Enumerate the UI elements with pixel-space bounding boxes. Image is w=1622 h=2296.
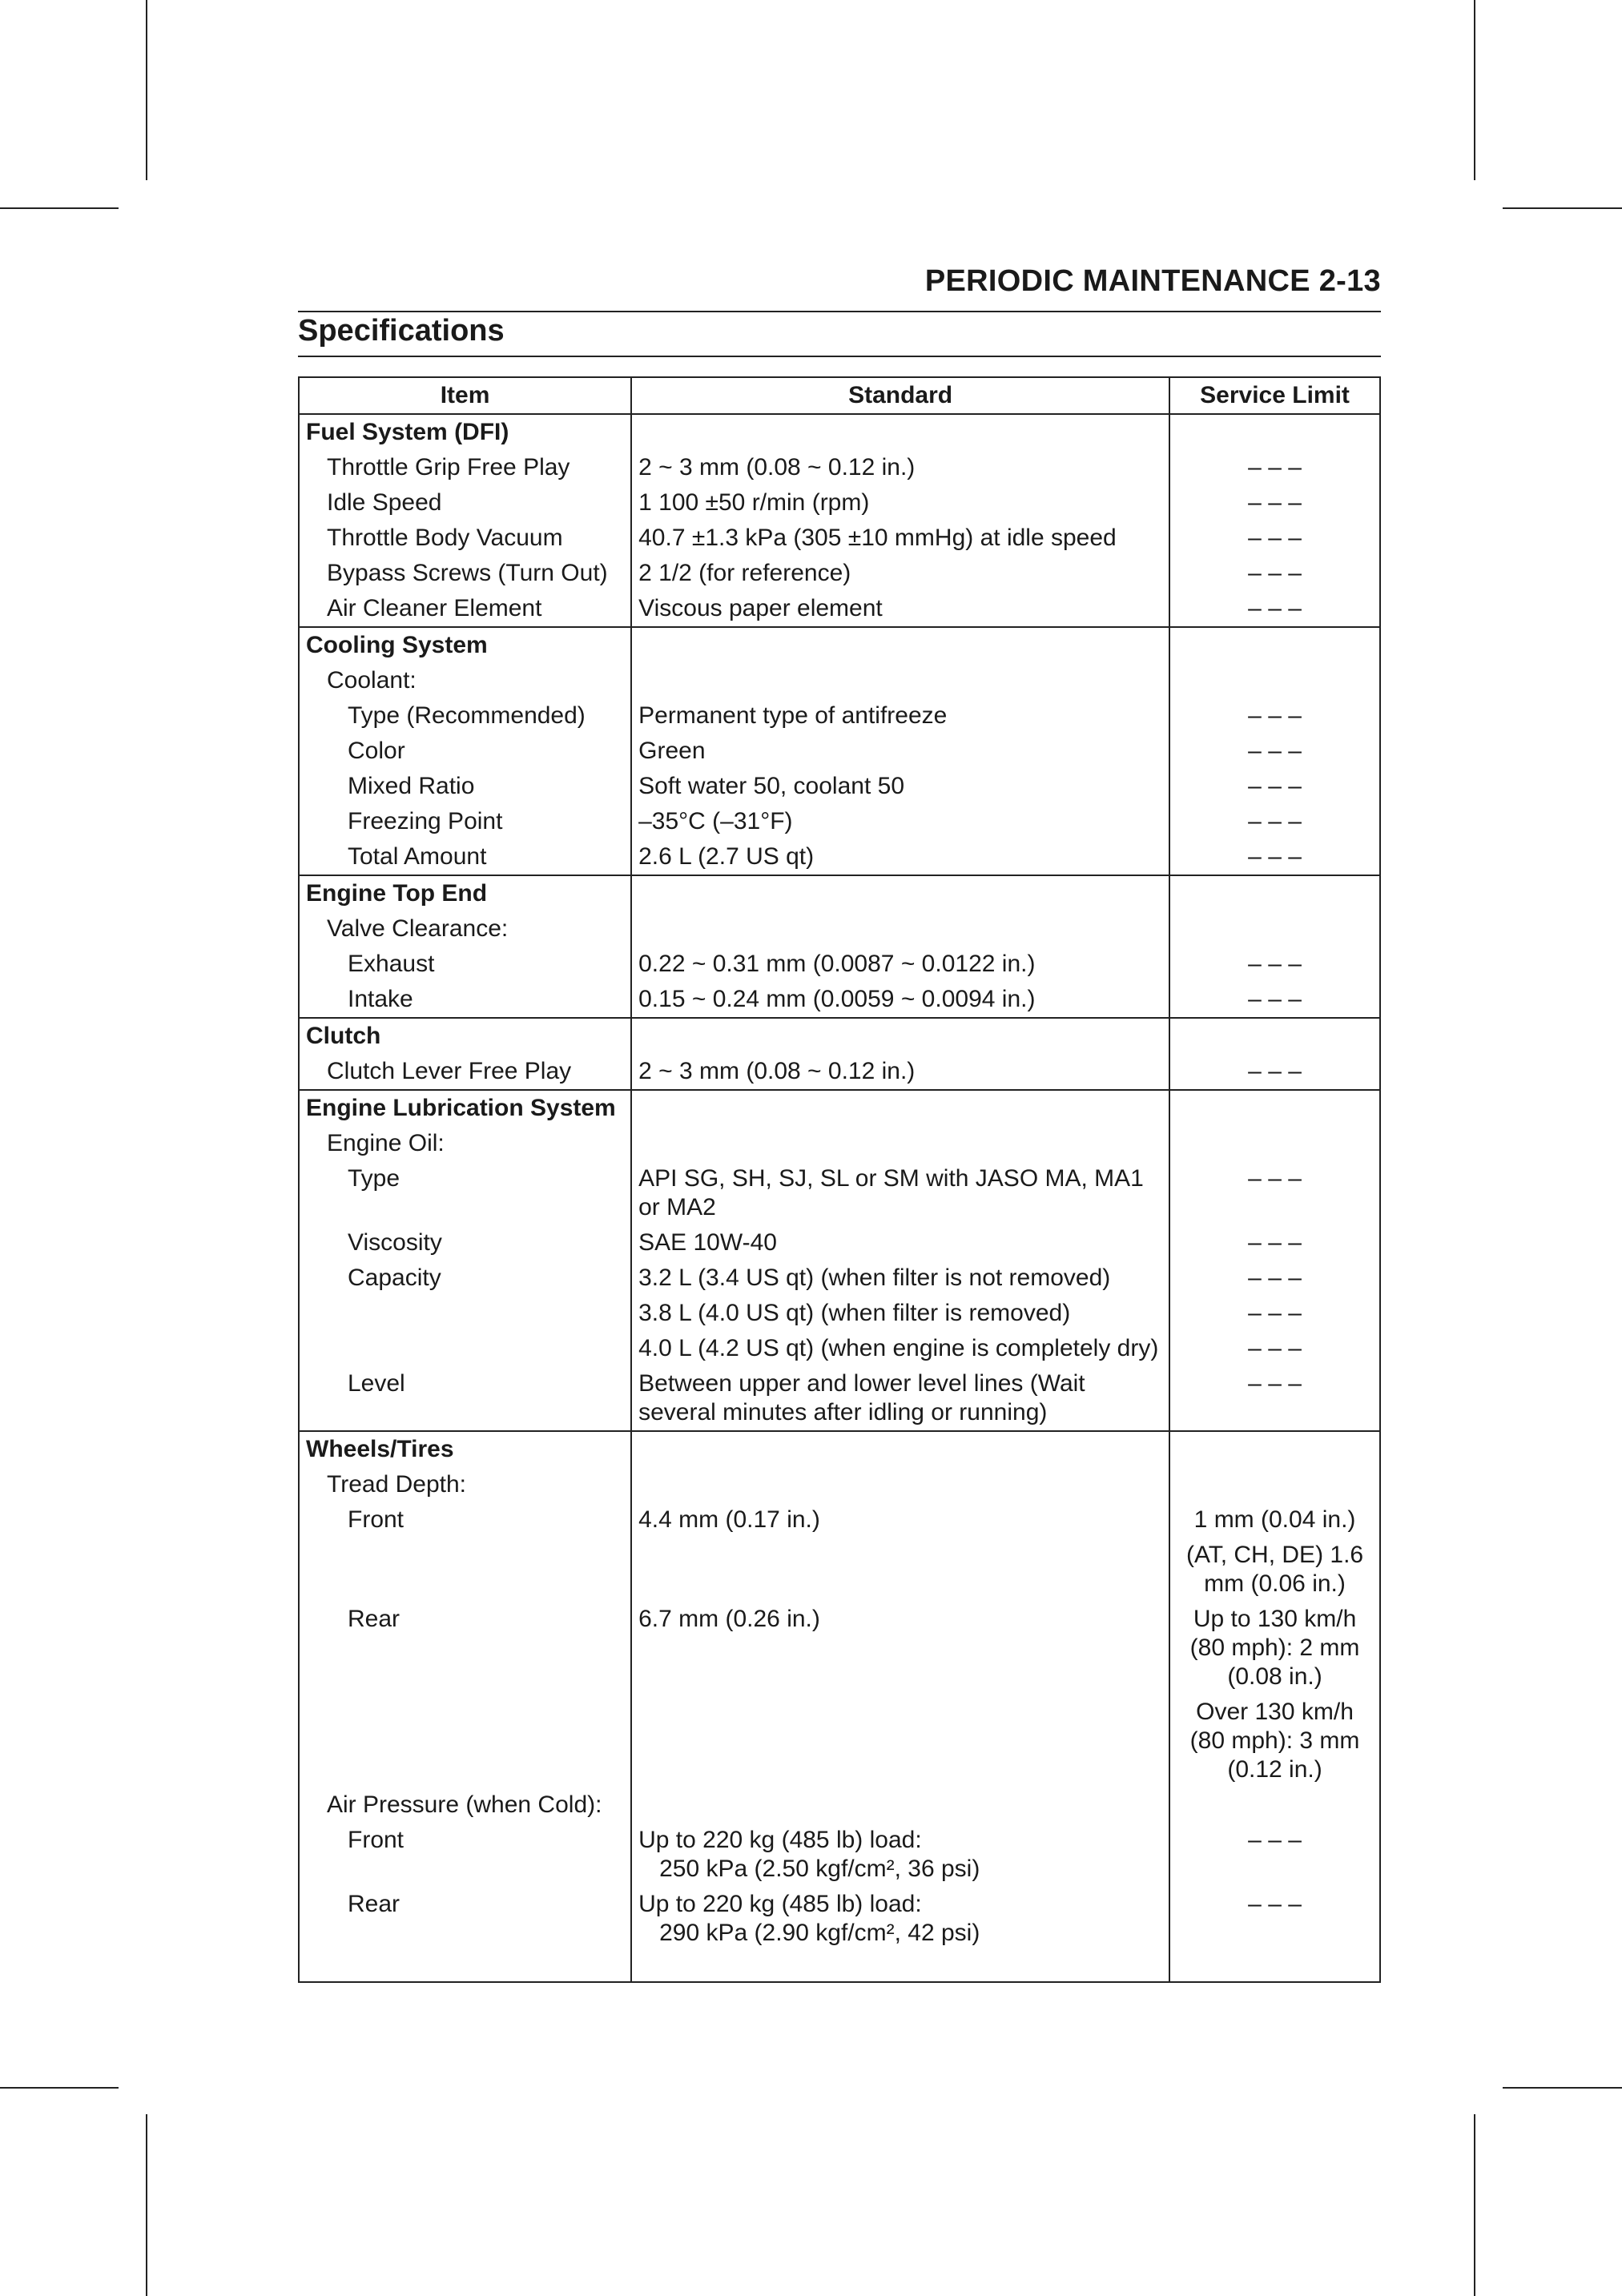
- item-cell: Idle Speed: [299, 485, 631, 521]
- limit-cell: – – –: [1169, 1331, 1380, 1366]
- standard-cell: 4.4 mm (0.17 in.): [631, 1502, 1169, 1538]
- item-cell: Front: [299, 1502, 631, 1538]
- table-row: [299, 1602, 1380, 1695]
- limit-cell: – – –: [1169, 734, 1380, 769]
- table-row: [299, 591, 1380, 627]
- item-cell: Rear: [299, 1887, 631, 1951]
- standard-line: 250 kPa (2.50 kgf/cm², 36 psi): [659, 1856, 980, 1882]
- item-cell: Throttle Body Vacuum: [299, 521, 631, 556]
- limit-cell: – – –: [1169, 556, 1380, 591]
- item-cell: Total Amount: [299, 839, 631, 875]
- standard-cell: 3.8 L (4.0 US qt) (when filter is removed): [631, 1296, 1169, 1331]
- group-title: Engine Top End: [299, 875, 631, 911]
- standard-cell: [631, 1538, 1169, 1602]
- standard-cell: SAE 10W-40: [631, 1225, 1169, 1261]
- standard-cell: [631, 1695, 1169, 1787]
- limit-cell: – – –: [1169, 1296, 1380, 1331]
- table-row: [299, 982, 1380, 1018]
- table-row: [299, 1331, 1380, 1366]
- specifications-table: [298, 376, 1381, 1983]
- item-cell: Front: [299, 1823, 631, 1887]
- item-cell: Intake: [299, 982, 631, 1018]
- group-engine-top-end: [299, 875, 1380, 1018]
- table-row: [299, 556, 1380, 591]
- item-cell: Clutch Lever Free Play: [299, 1054, 631, 1090]
- table-row: [299, 521, 1380, 556]
- group-title: Fuel System (DFI): [299, 414, 631, 450]
- group-subtitle: Tread Depth:: [299, 1467, 631, 1502]
- column-header-service-limit: Service Limit: [1169, 377, 1380, 414]
- limit-cell: – – –: [1169, 1261, 1380, 1296]
- limit-cell: – – –: [1169, 1054, 1380, 1090]
- limit-cell: – – –: [1169, 982, 1380, 1018]
- crop-mark: [1474, 0, 1475, 180]
- limit-cell: – – –: [1169, 947, 1380, 982]
- item-cell: Bypass Screws (Turn Out): [299, 556, 631, 591]
- table-row: [299, 698, 1380, 734]
- table-row: [299, 804, 1380, 839]
- page-header: PERIODIC MAINTENANCE 2-13: [924, 264, 1381, 298]
- item-cell: Throttle Grip Free Play: [299, 450, 631, 485]
- limit-cell: – – –: [1169, 450, 1380, 485]
- limit-cell: – – –: [1169, 1887, 1380, 1951]
- group-subtitle: Valve Clearance:: [299, 911, 631, 947]
- table-row: [299, 734, 1380, 769]
- item-cell: Exhaust: [299, 947, 631, 982]
- table-row: [299, 839, 1380, 875]
- item-cell: [299, 1538, 631, 1602]
- table-row: [299, 1823, 1380, 1887]
- group-wheels-tires: [299, 1431, 1380, 1982]
- standard-cell: 2.6 L (2.7 US qt): [631, 839, 1169, 875]
- item-cell: [299, 1695, 631, 1787]
- table-row: [299, 485, 1380, 521]
- standard-cell: 4.0 L (4.2 US qt) (when engine is completely dry): [631, 1331, 1169, 1366]
- limit-cell: – – –: [1169, 1161, 1380, 1225]
- standard-cell: Between upper and lower level lines (Wait several minutes after idling or running): [631, 1366, 1169, 1431]
- section-rule: [298, 356, 1381, 357]
- column-header-item: Item: [299, 377, 631, 414]
- limit-cell: – – –: [1169, 1225, 1380, 1261]
- group-subtitle: Engine Oil:: [299, 1126, 631, 1161]
- group-cooling-system: [299, 627, 1380, 875]
- limit-cell: – – –: [1169, 1823, 1380, 1887]
- limit-cell: – – –: [1169, 698, 1380, 734]
- standard-cell: [631, 1887, 1169, 1951]
- group-title: Engine Lubrication System: [299, 1090, 631, 1126]
- table-row: [299, 1054, 1380, 1090]
- item-cell: Air Cleaner Element: [299, 591, 631, 627]
- table-row: [299, 1502, 1380, 1538]
- standard-cell: Green: [631, 734, 1169, 769]
- group-fuel-system: [299, 414, 1380, 627]
- item-cell: Type: [299, 1161, 631, 1225]
- item-cell: Mixed Ratio: [299, 769, 631, 804]
- item-cell: Freezing Point: [299, 804, 631, 839]
- standard-line: Up to 220 kg (485 lb) load:: [638, 1827, 922, 1853]
- standard-cell: 6.7 mm (0.26 in.): [631, 1602, 1169, 1695]
- item-cell: Type (Recommended): [299, 698, 631, 734]
- item-cell: Rear: [299, 1602, 631, 1695]
- limit-cell: – – –: [1169, 591, 1380, 627]
- standard-cell: 40.7 ±1.3 kPa (305 ±10 mmHg) at idle speed: [631, 521, 1169, 556]
- standard-cell: 3.2 L (3.4 US qt) (when filter is not removed): [631, 1261, 1169, 1296]
- item-cell: [299, 1331, 631, 1366]
- group-engine-lubrication: [299, 1090, 1380, 1431]
- standard-cell: 2 1/2 (for reference): [631, 556, 1169, 591]
- standard-cell: Soft water 50, coolant 50: [631, 769, 1169, 804]
- crop-mark: [1474, 2114, 1475, 2296]
- standard-cell: 2 ~ 3 mm (0.08 ~ 0.12 in.): [631, 450, 1169, 485]
- limit-cell: Up to 130 km/h (80 mph): 2 mm (0.08 in.): [1169, 1602, 1380, 1695]
- crop-mark: [146, 0, 147, 180]
- table-row: [299, 450, 1380, 485]
- limit-cell: – – –: [1169, 839, 1380, 875]
- limit-cell: – – –: [1169, 485, 1380, 521]
- table-row: [299, 1538, 1380, 1602]
- limit-cell: – – –: [1169, 804, 1380, 839]
- table-row: [299, 1296, 1380, 1331]
- section-title: Specifications: [298, 314, 505, 348]
- standard-cell: [631, 1823, 1169, 1887]
- column-header-standard: Standard: [631, 377, 1169, 414]
- group-title: Clutch: [299, 1018, 631, 1054]
- limit-cell: Over 130 km/h (80 mph): 3 mm (0.12 in.): [1169, 1695, 1380, 1787]
- standard-cell: 0.22 ~ 0.31 mm (0.0087 ~ 0.0122 in.): [631, 947, 1169, 982]
- limit-cell: – – –: [1169, 1366, 1380, 1431]
- item-cell: Capacity: [299, 1261, 631, 1296]
- limit-cell: – – –: [1169, 521, 1380, 556]
- table-row: [299, 769, 1380, 804]
- standard-cell: API SG, SH, SJ, SL or SM with JASO MA, MA1 or MA2: [631, 1161, 1169, 1225]
- standard-line: 290 kPa (2.90 kgf/cm², 42 psi): [659, 1920, 980, 1946]
- limit-cell: 1 mm (0.04 in.): [1169, 1502, 1380, 1538]
- group-clutch: [299, 1018, 1380, 1090]
- standard-cell: –35°C (–31°F): [631, 804, 1169, 839]
- standard-line: Up to 220 kg (485 lb) load:: [638, 1891, 922, 1917]
- crop-mark: [1503, 207, 1622, 209]
- standard-cell: 0.15 ~ 0.24 mm (0.0059 ~ 0.0094 in.): [631, 982, 1169, 1018]
- standard-cell: Permanent type of antifreeze: [631, 698, 1169, 734]
- crop-mark: [0, 207, 119, 209]
- item-cell: Viscosity: [299, 1225, 631, 1261]
- limit-cell: (AT, CH, DE) 1.6 mm (0.06 in.): [1169, 1538, 1380, 1602]
- table-header-row: [299, 377, 1380, 414]
- crop-mark: [146, 2114, 147, 2296]
- table-row: [299, 1161, 1380, 1225]
- table-row: [299, 1695, 1380, 1787]
- table-row: [299, 1887, 1380, 1951]
- item-cell: [299, 1296, 631, 1331]
- group-title: Wheels/Tires: [299, 1431, 631, 1467]
- crop-mark: [0, 2087, 119, 2089]
- group-subtitle: Air Pressure (when Cold):: [299, 1787, 631, 1823]
- group-subtitle: Coolant:: [299, 663, 631, 698]
- limit-cell: – – –: [1169, 769, 1380, 804]
- table-row: [299, 1366, 1380, 1431]
- table-row: [299, 1225, 1380, 1261]
- table-row: [299, 1261, 1380, 1296]
- group-title: Cooling System: [299, 627, 631, 663]
- crop-mark: [1503, 2087, 1622, 2089]
- header-rule: [298, 311, 1381, 312]
- standard-cell: Viscous paper element: [631, 591, 1169, 627]
- standard-cell: 2 ~ 3 mm (0.08 ~ 0.12 in.): [631, 1054, 1169, 1090]
- item-cell: Color: [299, 734, 631, 769]
- table-row: [299, 947, 1380, 982]
- item-cell: Level: [299, 1366, 631, 1431]
- standard-cell: 1 100 ±50 r/min (rpm): [631, 485, 1169, 521]
